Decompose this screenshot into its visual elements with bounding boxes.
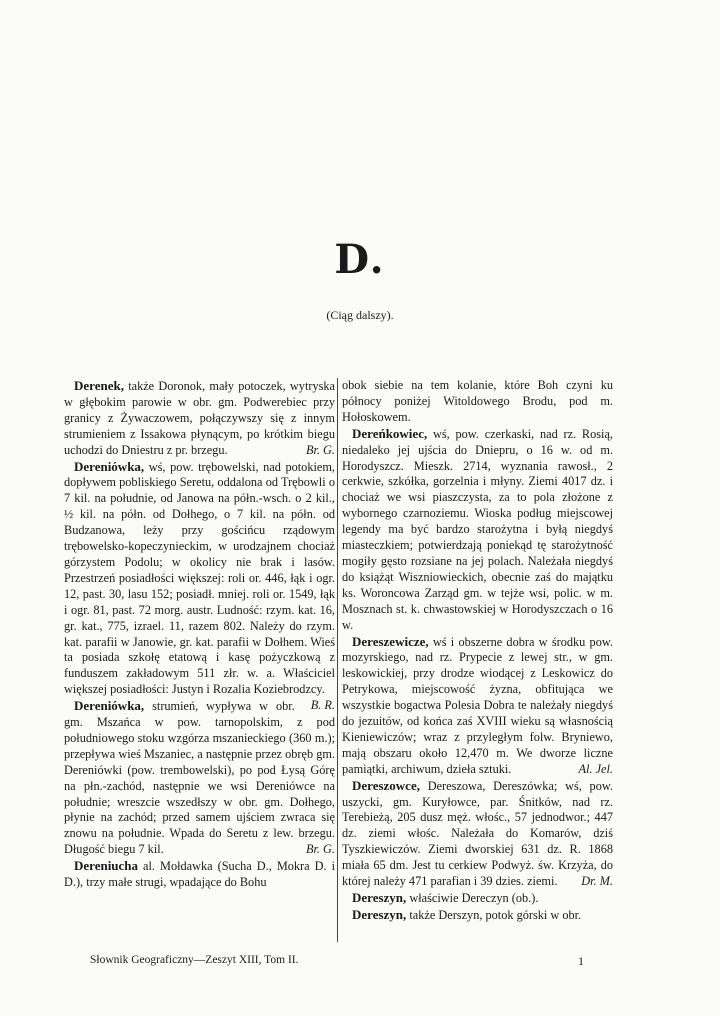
entry [64,378,335,459]
entry-text: wś, pow. czerkaski, nad rz. Rosią, niedaleko jej ujścia do Dniepru, o 16 w. od m. Horodyszcz. Mieszk. 2714, wyznania rawosł., 2 cerkwie, szkółka, gorzelnia i młyny. Ziemi 4017 dz. i chociaż we wsi piaszczysta, za to pola złożone z wybornego czarnoziemu. Wioska podług miejscowej legendy ma być bardzo starożytna i byłą niegdyś miasteczkiem; potwierdzają poniekąd tę starożytność mogiły gęsto rozsiane na jej polach. Należała niegdyś do książąt Wiszniowieckich, obecnie zaś do majątku ks. Woroncowa Zarząd gm. w tejże wsi, polic. w m. Mosznach st. k. chwastowskiej w Horodyszczach o 16 w. [342,426,613,632]
entry-headword: Dereniówka, [74,698,145,714]
entry [342,426,613,634]
entry-headword: Dereszowce, [352,777,420,793]
entry-text: także Derszyn, potok górski w obr. [406,907,582,922]
entry-signature: Dr. M. [581,874,613,889]
entry-text: obok siebie na tem kolanie, które Boh czyni ku północy poniżej Witoldowego Brodu, pod m. Hołoskowem. [342,378,613,424]
entry-headword: Dereniówka, [74,458,145,474]
continuation-note: (Ciąg dalszy). [326,308,394,322]
entry-headword: Derenek, [74,378,124,393]
entry-signature: Al. Jel. [578,761,613,776]
entry [64,698,335,858]
entry-text: strumień, wypływa w obr. gm. Mszańca w pow. tarnopolskim, z pod południowego stoku wzgórza mszanieckiego (360 m.); przepływa wieś Mszaniec, a następnie przez obręb gm. Dereniówki (pow. trembowelski), po pod Łysą Górę na płn.-zachód, następnie we wsi Dereniówce na południe; wreszcie wszedłszy w obr. gm. Dołhego, płynie na zachód; przed samem ujściem zwraca się znowu na południe. Wpada do Seretu z lew. brzegu. Długość biegu 7 kil. [64,699,335,857]
entry-text: wś, pow. trębowelski, nad potokiem, dopływem pobliskiego Seretu, oddalona od Trębowli o 7 kil. na południe, od Janowa na półn.-wsch. o 2 kil., ½ kil. na półn. od Dołhego, o 7 kil. na półn. od Budzanowa, leży przy gościńcu rządowym trębowelsko-kopeczynieckim, w urodzajnem chociaż górzystem Podolu; w okolicy nie brak i lasów. Przestrzeń posiadłości większej: roli or. 446, łąk i ogr. 12, past. 30, lasu 152; posiadł. mniej. roli or. 1549, łąk i ogr. 81, past. 72 morg. austr. Ludność: rzym. kat. 16, gr. kat., 775, izrael. 11, razem 802. Należy do rzym. kat. parafii w Janowie, gr. kat. parafii w Dołhem. Wieś ta posiada szkołę etatową i kasę pożyczkową z funduszem zakładowym 511 złr. w. a. Właściciel większej posiadłości: Justyn i Rozalia Koziebrodzcy. [64,459,335,697]
entry [342,890,613,907]
entry-text: także Doronok, mały potoczek, wytryska w głębokim parowie w obr. gm. Podwerebiec przy granicy z Żywaczowem, połączywszy się z innym strumieniem z Issakowa płynącym, po krótkim biegu uchodzi do Dniestru z pr. brzegu. [64,379,335,457]
right-column [342,378,613,924]
entry-headword: Dereszyn, [352,906,407,922]
page-number: 1 [578,954,584,968]
entry-signature: B. R. [310,698,335,713]
entry-headword: Dereniucha [74,858,139,874]
entry [342,634,613,778]
entry-text: al. Mołdawka (Sucha D., Mokra D. i D.), trzy małe strugi, wpadające do Bohu [64,859,335,890]
entry [64,858,335,891]
entry [342,778,613,890]
footer-series-title: Słownik Geograficzny—Zeszyt XIII, Tom II. [90,954,299,966]
entry-text: Dereszowa, Dereszówka; wś, pow. uszycki, gm. Kuryłowce, par. Śnitków, nad rz. Terebieżą, 205 dusz męż. włośc., 57 jednodwor.; 447 dz. ziemi włośc. Należała do Komarów, dziś Tyszkiewiczów. Ziemi dworskiej 631 dz. R. 1868 miała 65 dm. Jest tu cerkiew Podwyż. św. Krzyża, do której należy 471 parafian i 39 dzies. ziemi. [342,778,613,889]
column-divider [337,378,338,942]
section-letter: D. [334,236,386,283]
entry-headword: Dereszyn, [352,890,407,905]
entry-headword: Dereszewicze, [352,633,429,649]
entry-text: właściwie Dereczyn (ob.). [406,891,539,905]
entry [342,907,613,924]
entry-headword: Dereńkowiec, [352,425,428,441]
entry [64,458,335,713]
entry-signature: Br. G. [305,442,335,457]
left-column [64,378,335,891]
entry-text: wś i obszerne dobra w środku pow. mozyrskiego, nad rz. Prypecie z lewej str., w gm. leskowickiej, przy drodze wiodącej z Leskowicz do Petrykowa, miejscowość żyzna, obfitująca we wszystkie bogactwa Polesia Dobra te należały niegdyś do jezuitów, od końca zaś XVIII wieku są własnością Kieniewiczów; wraz z przyległym folw. Bryniewo, mają obszaru około 12,470 m. We dworze liczne pamiątki, archiwum, dzieła sztuki. [342,634,613,776]
entry-continuation [342,378,613,426]
entry-signature: Br. G. [305,842,335,857]
